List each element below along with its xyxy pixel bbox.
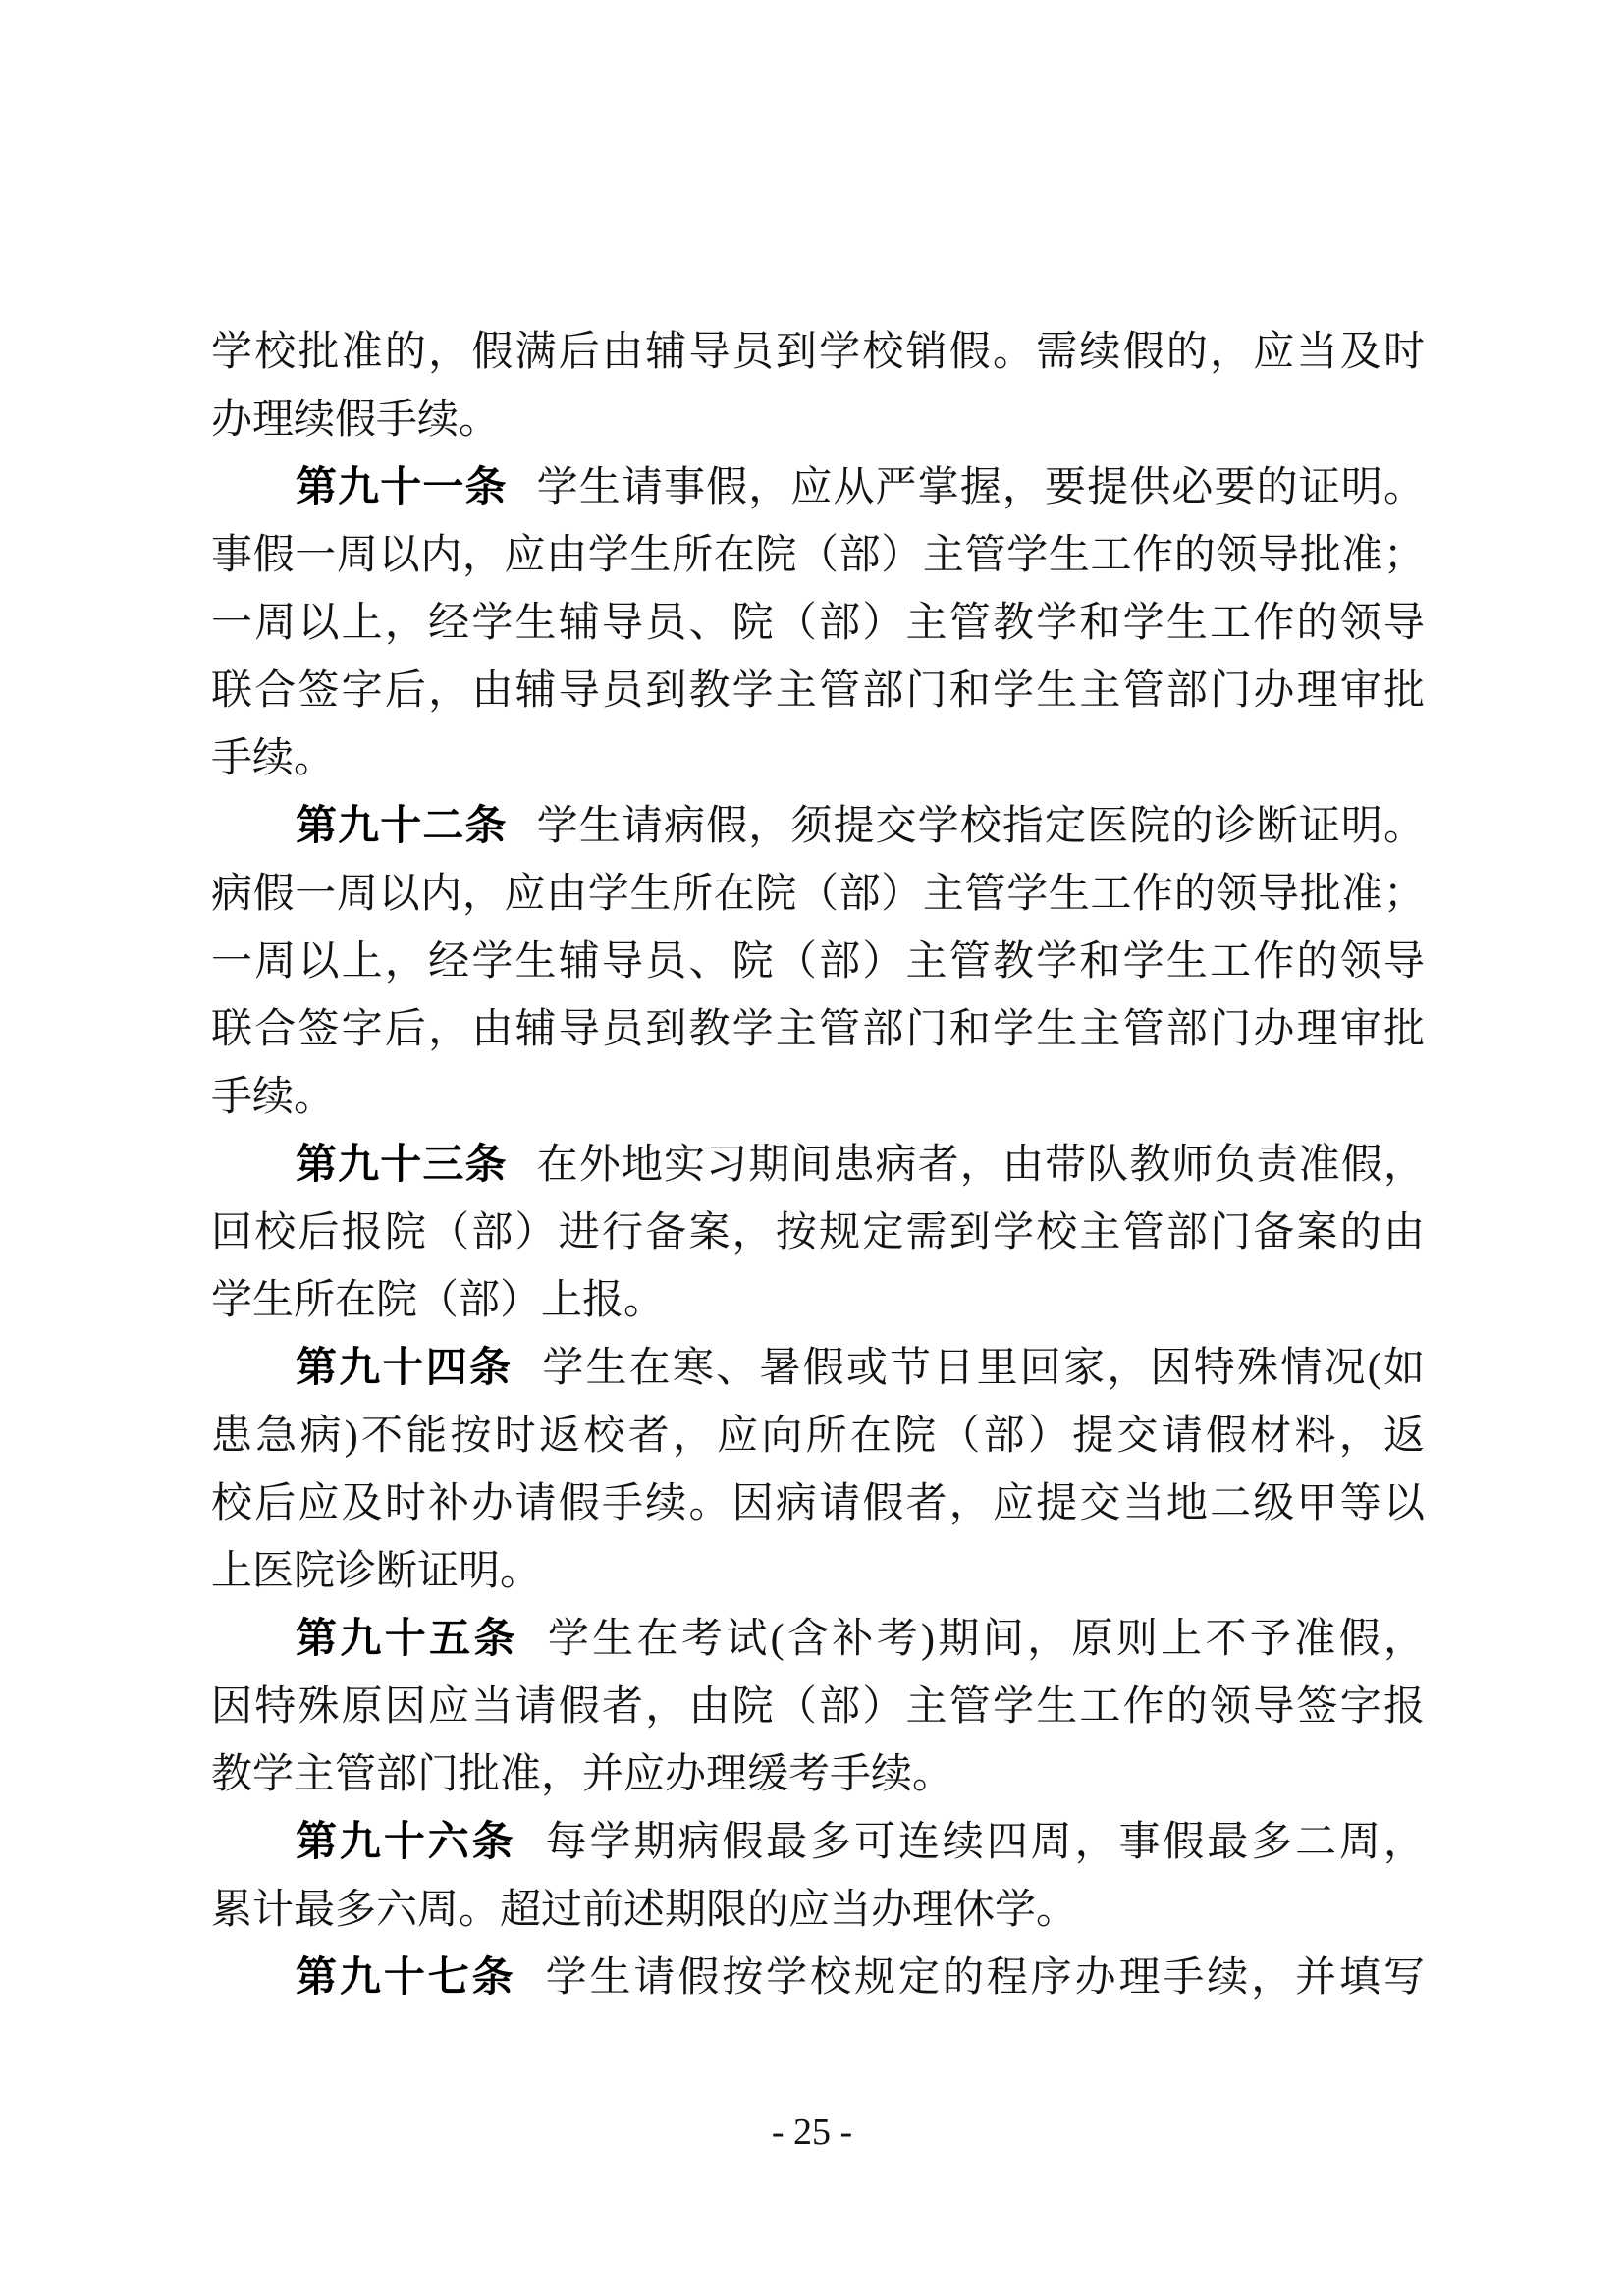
article-number: 第九十七条: [296, 1955, 516, 2001]
article-number: 第九十二条: [296, 804, 508, 849]
text-line: 校后应及时补办请假手续。因病请假者，应提交当地二级甲等以: [211, 1481, 1425, 1526]
text-line: 联合签字后，由辅导员到教学主管部门和学生主管部门办理审批: [211, 1007, 1425, 1052]
text-line: 上医院诊断证明。: [211, 1549, 542, 1594]
article-text: 学生在寒、暑假或节日里回家，因特殊情况(如: [542, 1346, 1425, 1391]
article-number: 第九十四条: [296, 1346, 514, 1391]
text-line: [211, 1132, 1425, 1200]
text-line: 病假一周以内，应由学生所在院（部）主管学生工作的领导批准；: [211, 872, 1425, 917]
page-number: - 25 -: [771, 2111, 853, 2153]
page-footer: [0, 2109, 1624, 2156]
text-line: [211, 454, 1425, 522]
article-number: 第九十五条: [296, 1617, 518, 1662]
text-line: 教学主管部门批准，并应办理缓考手续。: [211, 1752, 954, 1797]
text-line: 手续。: [211, 736, 336, 781]
text-line: [211, 1945, 1425, 2012]
text-line: 患急病)不能按时返校者，应向所在院（部）提交请假材料，返: [211, 1414, 1425, 1459]
article-text: 学生请假按学校规定的程序办理手续，并填写: [545, 1955, 1425, 2001]
text-line: [211, 1606, 1425, 1674]
text-line: 学校批准的，假满后由辅导员到学校销假。需续假的，应当及时: [211, 330, 1425, 375]
article-number: 第九十三条: [296, 1143, 508, 1188]
article-text: 在外地实习期间患病者，由带队教师负责准假，: [536, 1143, 1425, 1188]
article-text: 每学期病假最多可连续四周，事假最多二周，: [545, 1820, 1425, 1865]
text-line: [211, 793, 1425, 861]
text-line: 联合签字后，由辅导员到教学主管部门和学生主管部门办理审批: [211, 668, 1425, 714]
text-line: 累计最多六周。超过前述期限的应当办理休学。: [211, 1888, 1078, 1933]
article-text: 学生请事假，应从严掌握，要提供必要的证明。: [536, 465, 1425, 510]
text-line: [211, 1335, 1425, 1403]
text-line: 回校后报院（部）进行备案，按规定需到学校主管部门备案的由: [211, 1210, 1425, 1255]
text-line: [211, 1809, 1425, 1877]
text-line: 一周以上，经学生辅导员、院（部）主管教学和学生工作的领导: [211, 939, 1425, 985]
article-text: 学生在考试(含补考)期间，原则上不予准假，: [547, 1617, 1425, 1662]
text-line: 一周以上，经学生辅导员、院（部）主管教学和学生工作的领导: [211, 601, 1425, 646]
article-number: 第九十一条: [296, 465, 508, 510]
text-line: 学生所在院（部）上报。: [211, 1278, 666, 1323]
text-line: 因特殊原因应当请假者，由院（部）主管学生工作的领导签字报: [211, 1684, 1425, 1730]
article-text: 学生请病假，须提交学校指定医院的诊断证明。: [536, 804, 1425, 849]
article-number: 第九十六条: [296, 1820, 516, 1865]
text-line: 事假一周以内，应由学生所在院（部）主管学生工作的领导批准；: [211, 533, 1425, 578]
text-line: 办理续假手续。: [211, 398, 501, 443]
text-line: 手续。: [211, 1075, 336, 1120]
document-body: [211, 319, 1425, 2012]
